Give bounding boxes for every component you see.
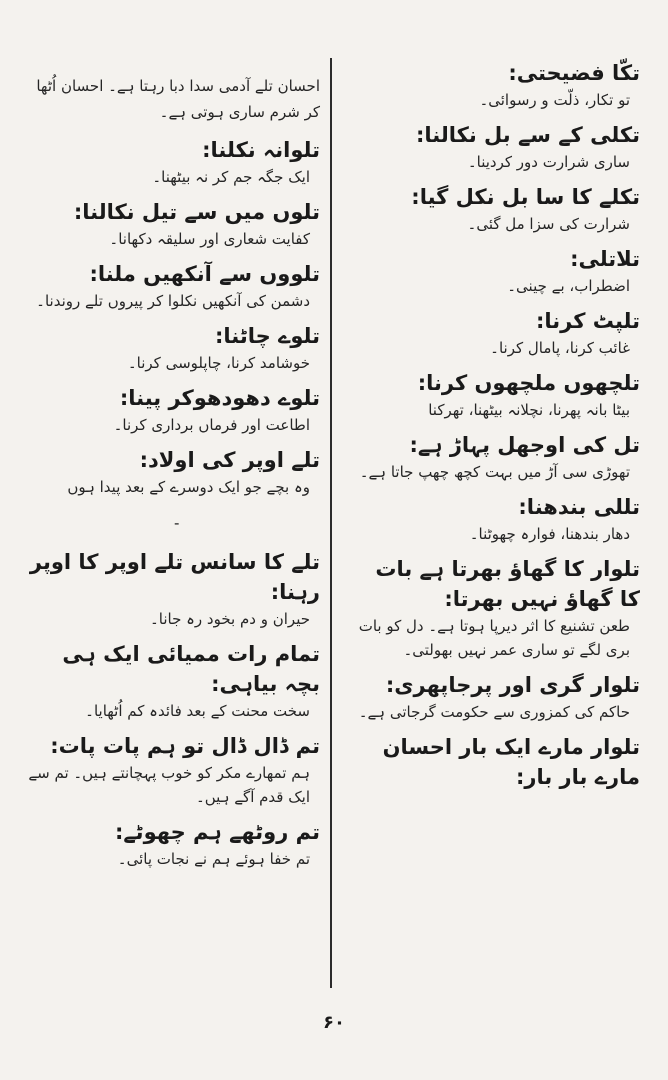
list-item <box>24 135 320 189</box>
entry-heading: تلوار گری اور پرجاپھری: <box>385 673 640 697</box>
entry-definition: تو تکار، ذلّت و رسوائی۔ <box>479 91 630 109</box>
list-item <box>352 58 640 112</box>
entry-definition: تھوڑی سی آڑ میں بہت کچھ چھپ جاتا ہے۔ <box>359 463 630 481</box>
list-item <box>24 197 320 251</box>
right-column <box>352 58 640 800</box>
entry-heading: تکلے کا سا بل نکل گیا: <box>411 185 640 209</box>
list-item <box>352 182 640 236</box>
list-item <box>24 259 320 313</box>
entry-heading: تلاتلی: <box>570 247 640 271</box>
entry-heading: تکلی کے سے بل نکالنا: <box>416 123 640 147</box>
entry-definition: ایک جگہ جم کر نہ بیٹھنا۔ <box>152 168 310 186</box>
entry-heading: تلوار کا گھاؤ بھرتا ہے بات کا گھاؤ نہیں بھرتا: <box>375 557 640 611</box>
entry-heading: تلوانہ نکلنا: <box>202 138 320 162</box>
entry-heading: تلے کا سانس تلے اوپر کا اوپر رہنا: <box>29 550 320 604</box>
list-item <box>24 445 320 532</box>
entry-definition: کفایت شعاری اور سلیقہ دکھانا۔ <box>109 230 310 248</box>
entry-definition: حیران و دم بخود رہ جانا۔ <box>149 610 310 628</box>
entry-heading: تلوار مارے ایک بار احسان مارے بار بار: <box>382 735 640 789</box>
list-item <box>24 639 320 723</box>
entry-definition: دشمن کی آنکھیں نکلوا کر پیروں تلے روندنا۔ <box>36 292 310 310</box>
left-column <box>24 58 320 879</box>
entry-definition: بیٹا بانہ پھرنا، نچلانہ بیٹھنا، تھرکنا <box>428 401 630 419</box>
list-item <box>352 244 640 298</box>
list-item <box>352 492 640 546</box>
entry-definition: تم خفا ہوئے ہم نے نجات پائی۔ <box>117 850 310 868</box>
entry-heading: تلے اوپر کی اولاد: <box>139 448 320 472</box>
list-item <box>24 383 320 437</box>
list-item <box>352 306 640 360</box>
entry-heading: تلوے چاٹنا: <box>215 324 320 348</box>
list-item <box>352 554 640 662</box>
entry-heading: تلوں میں سے تیل نکالنا: <box>73 200 320 224</box>
entry-definition: وہ بچے جو ایک دوسرے کے بعد پیدا ہوں <box>67 478 310 496</box>
entry-heading: تلپٹ کرنا: <box>535 309 640 333</box>
entry-definition: شرارت کی سزا مل گئی۔ <box>467 215 630 233</box>
continued-text: احسان تلے آدمی سدا دبا رہتا ہے۔ احسان اُٹھا کر شرم ساری ہوتی ہے۔ <box>36 77 320 121</box>
entry-definition: طعن تشنیع کا اثر دیرپا ہوتا ہے۔ دل کو بات بری لگے تو ساری عمر نہیں بھولتی۔ <box>358 617 630 659</box>
entry-heading: تکّا فضیحتی: <box>508 61 640 85</box>
entry-heading: تم ڈال ڈال تو ہم پات پات: <box>50 734 320 758</box>
entry-heading: تم روٹھے ہم چھوٹے: <box>114 820 320 844</box>
entry-definition: سخت محنت کے بعد فائدہ کم اُٹھایا۔ <box>85 702 310 720</box>
entry-heading: تمام رات ممیائی ایک ہی بچہ بیاہی: <box>62 642 320 696</box>
list-item <box>352 732 640 792</box>
page-number: ۶۰ <box>323 1012 345 1033</box>
list-item <box>352 120 640 174</box>
entry-definition: حاکم کی کمزوری سے حکومت گرجاتی ہے۔ <box>358 703 630 721</box>
entry-heading: تللی بندھنا: <box>518 495 640 519</box>
entry-definition: اطاعت اور فرماں برداری کرنا۔ <box>113 416 310 434</box>
entry-definition: ہم تمھارے مکر کو خوب پہچانتے ہیں۔ تم سے ایک قدم آگے ہیں۔ <box>28 764 310 806</box>
entry-heading: تلوے دھودھوکر پینا: <box>119 386 320 410</box>
list-item <box>24 731 320 809</box>
entry-heading: تلووں سے آنکھیں ملنا: <box>89 262 320 286</box>
list-item <box>24 547 320 631</box>
entry-heading: تلچھوں ملچھوں کرنا: <box>417 371 640 395</box>
entry-definition: ساری شرارت دور کردینا۔ <box>467 153 630 171</box>
list-item <box>24 321 320 375</box>
list-item <box>352 368 640 422</box>
list-item <box>352 430 640 484</box>
entry-heading: تل کی اوجھل پہاڑ ہے: <box>409 433 640 457</box>
entry-definition: خوشامد کرنا، چاپلوسی کرنا۔ <box>127 354 310 372</box>
column-divider <box>330 58 332 988</box>
list-item <box>24 817 320 871</box>
entry-definition: دھار بندھنا، فوارہ چھوٹنا۔ <box>469 525 630 543</box>
entry-definition: اضطراب، بے چینی۔ <box>507 277 630 295</box>
list-item <box>352 670 640 724</box>
dash-mark: - <box>174 514 180 532</box>
entry-definition: غائب کرنا، پامال کرنا۔ <box>490 339 630 357</box>
